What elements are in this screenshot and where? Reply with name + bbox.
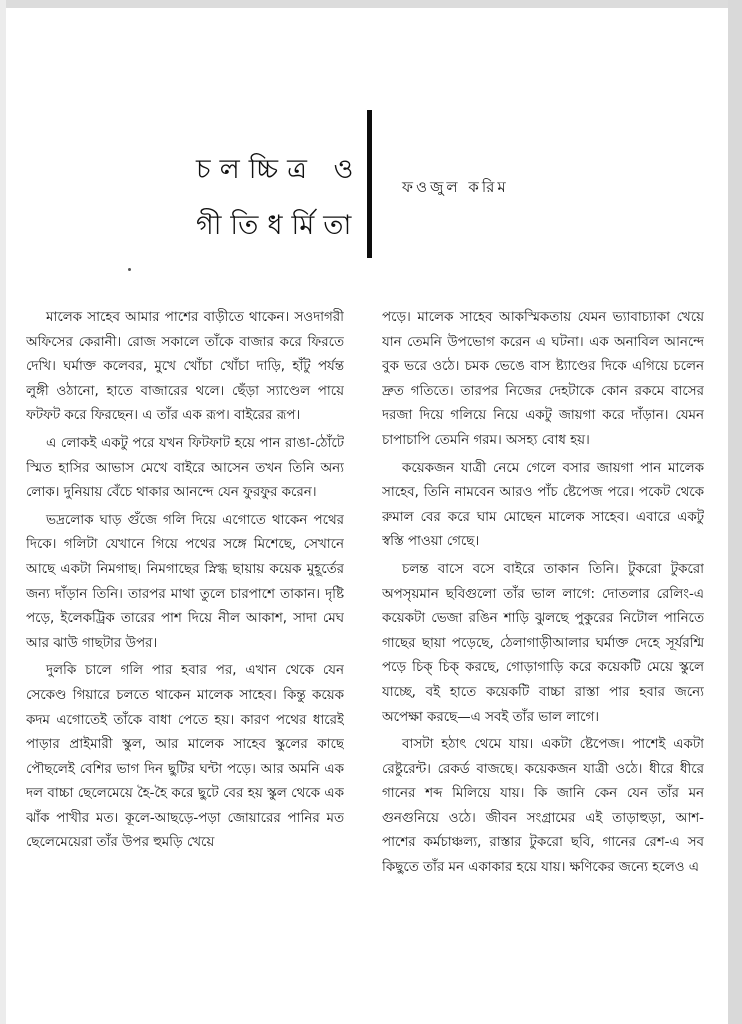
print-speck bbox=[128, 268, 131, 271]
title-line-1: চলচ্চিত্র ও bbox=[196, 154, 363, 185]
author-name: ফওজুল করিম bbox=[402, 178, 509, 196]
paragraph: দুলকি চালে গলি পার হবার পর, এখান থেকে যেন সেকেণ্ড গিয়ারে চলতে থাকেন মালেক সাহেব। কিন্তু কয়েক কদম এগোতেই তাঁকে বাধা পেতে হয়। কারণ পথের ধারেই পাড়ার প্রাইমারী স্কুল, আর মালেক সাহেব স্কুলের কাছে পৌছলেই বেশির ভাগ দিন ছুটির ঘন্টা পড়ে। আর অমনি এক দল বাচ্চা ছেলেমেয়ে হৈ-হৈ করে ছুটে বের হয় স্কুল থেকে এক ঝাঁক পাখীর মত। কূলে-আছড়ে-পড়া জোয়ারের পানির মত ছেলেমেয়েরা তাঁর উপর হুমড়ি খেয়ে bbox=[26, 663, 344, 851]
paragraph: কয়েকজন যাত্রী নেমে গেলে বসার জায়গা পান মালেক সাহেব, তিনি নামবেন আরও পাঁচ ষ্টেপেজ পরে। পকেট থেকে রুমাল বের করে ঘাম মোছেন মালেক সাহেব। এবারে একটু স্বস্তি পাওয়া গেছে। bbox=[382, 460, 704, 550]
title-divider-rule bbox=[367, 110, 372, 258]
page-edge-right bbox=[728, 0, 742, 1024]
paragraph: চলন্ত বাসে বসে বাইরে তাকান তিনি। টুকরো টুকরো অপসৃয়মান ছবিগুলো তাঁর ভাল লাগে: দোতলার রেলিং-এ কয়েকটা ভেজা রঙিন শাড়ি ঝুলছে পুকুরের নিটোল পানিতে গাছের ছায়া পড়েছে, ঠেলাগাড়ীআলার ঘর্মাক্ত দেহে সূর্যরশ্মি পড়ে চিক্ চিক্ করছে, গোড়াগাড়ি করে কয়েকটি মেয়ে স্কুলে যাচ্ছে, বই হাতে কয়েকটি বাচ্চা রাস্তা পার হবার জন্যে অপেক্ষা করছে—এ সবই তাঁর ভাল লাগে। bbox=[382, 561, 704, 725]
paragraph: মালেক সাহেব আমার পাশের বাড়ীতে থাকেন। সওদাগরী অফিসের কেরানী। রোজ সকালে তাঁকে বাজার করে ফিরতে দেখি। ঘর্মাক্ত কলেবর, মুখে খোঁচা খোঁচা দাড়ি, হাঁটু পর্যন্ত লুঙ্গী ওঠানো, হাতে বাজারের থলে। ছেঁড়া স্যাণ্ডেল পায়ে ফটফট করে ফিরছেন। এ তাঁর এক রূপ। বাইরের রূপ। bbox=[26, 310, 344, 424]
right-text-column bbox=[382, 306, 704, 1006]
left-text-column bbox=[26, 306, 344, 1006]
article-title bbox=[196, 142, 371, 254]
paragraph: পড়ে। মালেক সাহেব আকস্মিকতায় যেমন ভ্যাবাচ্যাকা খেয়ে যান তেমনি উপভোগ করেন এ ঘটনা। এক অনাবিল আনন্দে বুক ভরে ওঠে। চমক ভেঙে বাস ষ্ট্যাণ্ডের দিকে এগিয়ে চলেন দ্রুত গতিতে। তারপর নিজের দেহটাকে কোন রকমে বাসের দরজা দিয়ে গলিয়ে নিয়ে একটু জায়গা করে দাঁড়ান। যেমন চাপাচাপি তেমনি গরম। অসহ্য বোধ হয়। bbox=[382, 310, 704, 448]
page-edge-top bbox=[0, 0, 742, 8]
paragraph: এ লোকই একটু পরে যখন ফিটফাট হয়ে পান রাঙা-ঠোঁটে স্মিত হাসির আভাস মেখে বাইরে আসেন তখন তিনি অন্য লোক। দুনিয়ায় বেঁচে থাকার আনন্দে যেন ফুরফুর করেন। bbox=[26, 435, 344, 501]
title-line-2: গীতিধর্মিতা bbox=[196, 210, 361, 241]
paragraph: বাসটা হঠাৎ থেমে যায়। একটা ষ্টেপেজ। পাশেই একটা রেষ্টুরেন্ট। রেকর্ড বাজছে। কয়েকজন যাত্রী ওঠে। ধীরে ধীরে গানের শব্দ মিলিয়ে যায়। কি জানি কেন যেন তাঁর মন গুনগুনিয়ে ওঠে। জীবন সংগ্রামের এই তাড়াহুড়া, আশ-পাশের কর্মচাঞ্চল্য, রাস্তার টুকরো ছবি, গানের রেশ-এ সব কিছুতে তাঁর মন একাকার হয়ে যায়। ক্ষণিকের জন্যে হলেও এ bbox=[382, 737, 704, 876]
page-edge-left bbox=[0, 0, 6, 1024]
paragraph: ভদ্রলোক ঘাড় গুঁজে গলি দিয়ে এগোতে থাকেন পথের দিকে। গলিটা যেখানে গিয়ে পথের সঙ্গে মিশেছে, সেখানে আছে একটা নিমগাছ। নিমগাছের স্নিগ্ধ ছায়ায় কয়েক মুহূর্তের জন্য দাঁড়ান তিনি। তারপর মাথা তুলে চারপাশে তাকান। দৃষ্টি পড়ে, ইলেকট্রিক তারের পাশ দিয়ে নীল আকাশ, সাদা মেঘ আর ঝাউ গাছটার উপর। bbox=[26, 512, 344, 651]
